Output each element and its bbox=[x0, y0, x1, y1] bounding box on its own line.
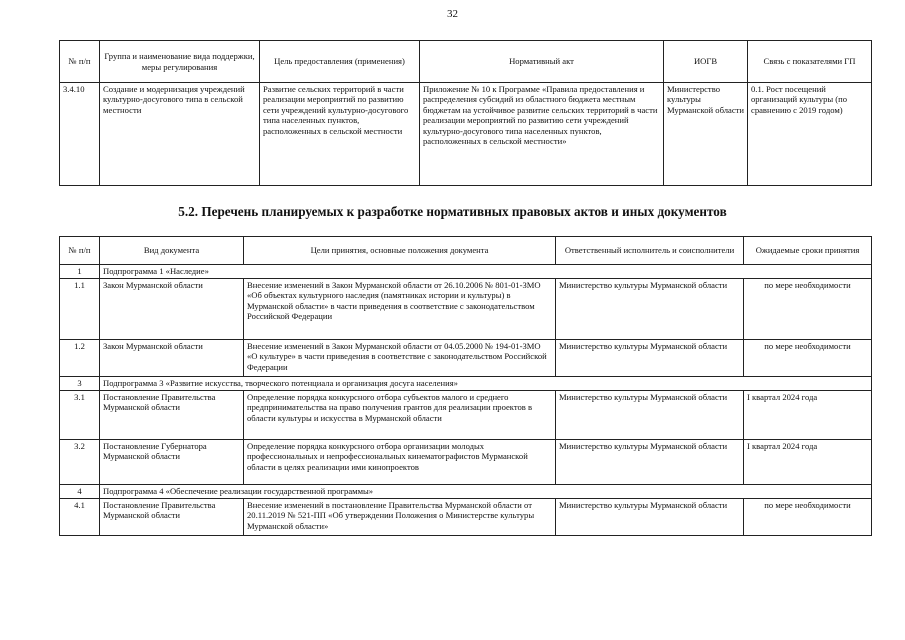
cell-responsible: Министерство культуры Мурманской области bbox=[556, 499, 744, 536]
table-row bbox=[60, 391, 872, 440]
cell-type: Постановление Правительства Мурманской области bbox=[100, 499, 244, 536]
cell-responsible: Министерство культуры Мурманской области bbox=[556, 279, 744, 340]
header-number: № п/п bbox=[60, 41, 100, 83]
cell-act: Приложение № 10 к Программе «Правила предоставления и распределения субсидий из областного бюджета местным бюджетам на устойчивое развитие сельских территорий в части реализации мероприятий по развитию сети учреждений культурно-досугового типа населенных пунктов, расположенных в сельской местности» bbox=[420, 83, 664, 186]
cell-number: 3 bbox=[60, 377, 100, 391]
header-document-type: Вид документа bbox=[100, 237, 244, 265]
header-iogv: ИОГВ bbox=[664, 41, 748, 83]
table-row bbox=[60, 83, 872, 186]
header-goal: Цель предоставления (применения) bbox=[260, 41, 420, 83]
cell-responsible: Министерство культуры Мурманской области bbox=[556, 440, 744, 485]
cell-number: 4 bbox=[60, 485, 100, 499]
cell-number: 1.2 bbox=[60, 340, 100, 377]
cell-type: Постановление Правительства Мурманской области bbox=[100, 391, 244, 440]
section-title: 5.2. Перечень планируемых к разработке нормативных правовых актов и иных документов bbox=[178, 204, 727, 219]
planned-acts-table bbox=[59, 236, 872, 536]
subprogram-label: Подпрограмма 1 «Наследие» bbox=[100, 265, 872, 279]
table-row bbox=[60, 340, 872, 377]
cell-iogv: Министерство культуры Мурманской области bbox=[664, 83, 748, 186]
cell-responsible: Министерство культуры Мурманской области bbox=[556, 340, 744, 377]
cell-term: по мере необходимости bbox=[744, 279, 872, 340]
cell-number: 3.1 bbox=[60, 391, 100, 440]
cell-number: 3.2 bbox=[60, 440, 100, 485]
cell-number: 1.1 bbox=[60, 279, 100, 340]
cell-type: Постановление Губернатора Мурманской области bbox=[100, 440, 244, 485]
table-row bbox=[60, 440, 872, 485]
cell-name: Создание и модернизация учреждений культурно-досугового типа в сельской местности bbox=[100, 83, 260, 186]
cell-responsible: Министерство культуры Мурманской области bbox=[556, 391, 744, 440]
page-number: 32 bbox=[447, 8, 458, 20]
cell-term: I квартал 2024 года bbox=[744, 440, 872, 485]
cell-number: 4.1 bbox=[60, 499, 100, 536]
subprogram-row bbox=[60, 485, 872, 499]
cell-goal: Внесение изменений в Закон Мурманской области от 26.10.2006 № 801-01-ЗМО «Об объектах культурного наследия (памятниках истории и культуры) в Мурманской области» в части приведения в соответствие с законодательством Российской Федерации bbox=[244, 279, 556, 340]
cell-goal: Внесение изменений в постановление Правительства Мурманской области от 20.11.2019 № 521-ПП «Об утверждении Положения о Министерстве культуры Мурманской области» bbox=[244, 499, 556, 536]
cell-type: Закон Мурманской области bbox=[100, 279, 244, 340]
header-indicator-link: Связь с показателями ГП bbox=[748, 41, 872, 83]
subprogram-label: Подпрограмма 3 «Развитие искусства, творческого потенциала и организация досуга населения» bbox=[100, 377, 872, 391]
header-responsible: Ответственный исполнитель и соисполнители bbox=[556, 237, 744, 265]
cell-goal: Определение порядка конкурсного отбора организации молодых профессиональных и непрофессиональных кинематографистов Мурманской области в целях реализации ими кинопроектов bbox=[244, 440, 556, 485]
table-row bbox=[60, 499, 872, 536]
table-header-row bbox=[60, 237, 872, 265]
header-goals: Цели принятия, основные положения документа bbox=[244, 237, 556, 265]
cell-number: 3.4.10 bbox=[60, 83, 100, 186]
subprogram-row bbox=[60, 377, 872, 391]
header-normative-act: Нормативный акт bbox=[420, 41, 664, 83]
support-measures-table bbox=[59, 40, 872, 186]
cell-goal: Определение порядка конкурсного отбора субъектов малого и среднего предпринимательства на право получения грантов для реализации проектов в области культуры и искусства в Мурманской области bbox=[244, 391, 556, 440]
cell-term: по мере необходимости bbox=[744, 340, 872, 377]
header-terms: Ожидаемые сроки принятия bbox=[744, 237, 872, 265]
header-number: № п/п bbox=[60, 237, 100, 265]
header-group-name: Группа и наименование вида поддержки, меры регулирования bbox=[100, 41, 260, 83]
table-header-row bbox=[60, 41, 872, 83]
cell-number: 1 bbox=[60, 265, 100, 279]
cell-term: I квартал 2024 года bbox=[744, 391, 872, 440]
cell-type: Закон Мурманской области bbox=[100, 340, 244, 377]
cell-goal: Внесение изменений в Закон Мурманской области от 04.05.2000 № 194-01-ЗМО «О культуре» в части приведения в соответствие с законодательством Российской Федерации bbox=[244, 340, 556, 377]
table-row bbox=[60, 279, 872, 340]
subprogram-row bbox=[60, 265, 872, 279]
cell-goal: Развитие сельских территорий в части реализации мероприятий по развитию сети учреждений культурно-досугового типа населенных пунктов, расположенных в сельской местности bbox=[260, 83, 420, 186]
subprogram-label: Подпрограмма 4 «Обеспечение реализации государственной программы» bbox=[100, 485, 872, 499]
cell-term: по мере необходимости bbox=[744, 499, 872, 536]
cell-link: 0.1. Рост посещений организаций культуры (по сравнению с 2019 годом) bbox=[748, 83, 872, 186]
